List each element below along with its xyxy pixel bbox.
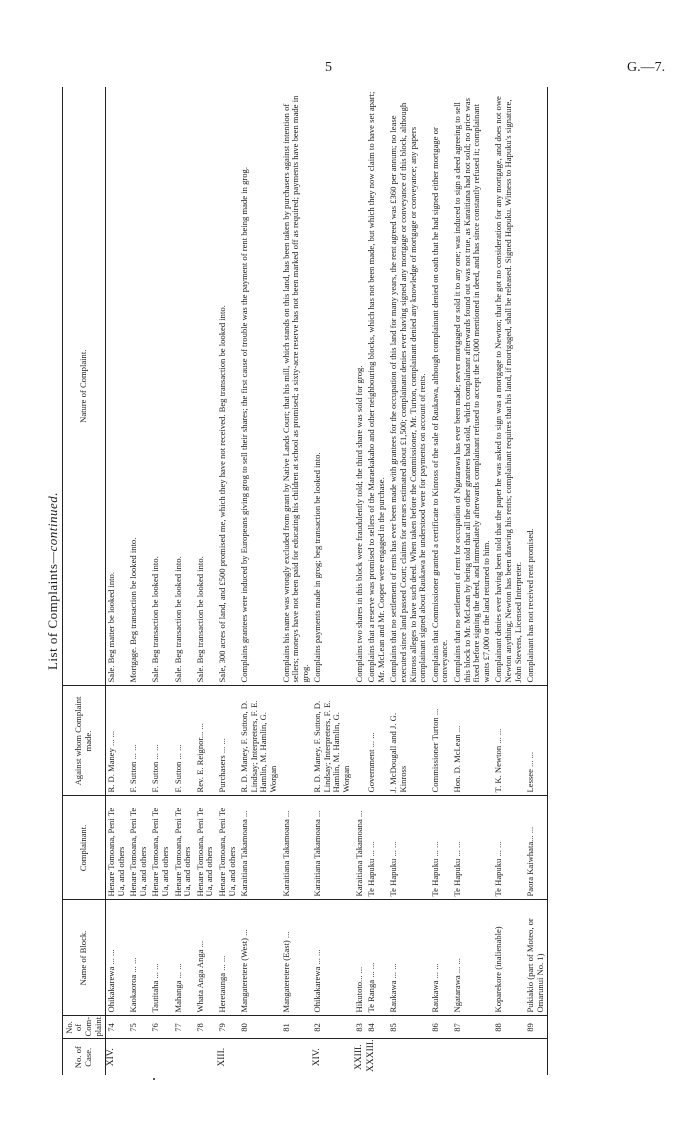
block-cell: Pukiakio (part of Moteo, or Omarunui No. 1): [525, 900, 548, 1016]
table-row: [452, 87, 493, 1075]
header-nature: Nature of Complaint.: [63, 87, 106, 686]
table-row: [128, 87, 150, 1075]
complainant-cell: Henare Tomoana, Peni Te Ua, and others: [128, 796, 150, 900]
title-continued: —continued.: [45, 491, 60, 564]
block-cell: Raukawa ... ...: [430, 900, 452, 1016]
nature-cell: Complainant has not received rent promised.: [525, 87, 548, 686]
table-row: [525, 87, 548, 1075]
block-cell: Heretaunga ... ...: [217, 900, 239, 1016]
complaint-no-cell: 81: [281, 1016, 313, 1039]
block-cell: Ngatarawa ... ...: [452, 900, 493, 1016]
landscape-content: [45, 87, 675, 1075]
against-cell: R. D. Maney, F. Sutton, D. Lindsay; Interpreters, F. E. Hamlin, M. Hamlin, G. Worgan: [239, 686, 280, 796]
complaint-no-cell: 78: [195, 1016, 217, 1039]
table-row: [106, 87, 129, 1075]
block-cell: Kaokaoroa ... ...: [128, 900, 150, 1016]
block-cell: Whata Anga Anga ...: [195, 900, 217, 1016]
nature-cell: Complains grantees were induced by Europeans giving grog to sell their shares; the first cause of trouble was the payment of rent being made in grog.: [239, 87, 280, 686]
case-cell: [150, 1039, 172, 1075]
block-cell: Ohikakarewa ... ...: [106, 900, 129, 1016]
nature-cell: Complains his name was wrongly excluded from grant by Native Lands Court; that his mill, which stands on this land, has been taken by purchasers against intention of sellers; moneys have not been paid for educating his children at school as promised; a sixty-acre reserve has not been marked off as required; payments have been made in grog.: [281, 87, 313, 686]
complaint-no-cell: 74: [106, 1016, 129, 1039]
nature-cell: Sale. Beg transaction be looked into.: [173, 87, 195, 686]
complainant-cell: Te Hapuku ... ...: [430, 796, 452, 900]
complainant-cell: Karaitiana Takamoana ...: [281, 796, 313, 900]
complainant-cell: Henare Tomoana, Peni Te Ua, and others: [106, 796, 129, 900]
case-cell: [430, 1039, 452, 1075]
block-cell: Ohikakarewa ... ...: [312, 900, 353, 1016]
complaint-no-cell: 75: [128, 1016, 150, 1039]
case-cell: XXXIII.: [366, 1039, 377, 1072]
nature-cell: Sale. Beg matter be looked into.: [106, 87, 129, 686]
nature-cell: Complains that no settlement of rent for occupation of Ngatarawa has ever been made; never mortgaged or sold it to any one; was induced to sign a deed agreeing to sell this block to Mr. McLean by being told that all the other grantees had sold, which complainant afterwards found out was not true, as Karaitiana had not sold; no price was fixed before signing the deed, and immediately afterwards complainant refused to accept the £3,000 mentioned in deed, and has since constantly refused it; complainant wants £7,000 or the land returned to him.: [452, 87, 493, 686]
complaint-no-cell: 89: [525, 1016, 548, 1039]
complaints-table: [62, 87, 548, 1075]
complaint-no-cell: 79: [217, 1016, 239, 1039]
complainant-cell: Henare Tomoana, Peni Te Ua, and others: [150, 796, 172, 900]
against-cell: R. D. Maney ... ...: [106, 686, 129, 796]
table-row: [150, 87, 172, 1075]
against-cell: F. Sutton ... ...: [173, 686, 195, 796]
against-cell: Lessee ... ...: [525, 686, 548, 796]
page-number: 5: [325, 60, 332, 75]
complainant-cell: Te Hapuku ... ...: [452, 796, 493, 900]
against-cell: Hon. D. McLean ...: [452, 686, 493, 796]
block-cell: Mangateretere (East) ...: [281, 900, 313, 1016]
table-row: [217, 87, 239, 1075]
case-cell: [173, 1039, 195, 1075]
document-title: [45, 87, 61, 1075]
table-row: [366, 87, 388, 1075]
complaint-no-cell: 87: [452, 1016, 493, 1039]
case-cell: [525, 1039, 548, 1075]
nature-cell: Complainant denies ever having been told that the paper he was asked to sign was a mortgage to Newton; that he got no consideration for any mortgage, and does not owe Newton anything; Newton has been drawing his rents; complainant requires that his land, if mortgaged, shall be released. Signed Hapuku. Witness to Hapuku's signature, John Stevens, Licensed Interpreter.: [493, 87, 525, 686]
against-cell: Government ... ...: [366, 686, 388, 796]
against-cell: Commissioner Turton ...: [430, 686, 452, 796]
table-row: [430, 87, 452, 1075]
table-row: [281, 87, 313, 1075]
nature-cell: Mortgage. Beg transaction be looked into.: [128, 87, 150, 686]
complainant-cell: Henare Tomoana, Peni Te Ua, and others: [195, 796, 217, 900]
case-cell: [281, 1039, 313, 1075]
case-cell: XXIII.: [353, 1044, 364, 1071]
complaint-no-cell: 83: [354, 1016, 367, 1039]
title-text: List of Complaints: [45, 563, 60, 671]
block-cell: Mangateretere (West) ...: [239, 900, 280, 1016]
table-row: [195, 87, 217, 1075]
nature-cell: Sale. Beg transaction be looked into.: [150, 87, 172, 686]
nature-cell: Complains that Commissioner granted a certificate to Kinross of the sale of Raukawa, although complainant denied on oath that he had signed either mortgage or conveyance.: [430, 87, 452, 686]
header-complainant: Complainant.: [63, 796, 106, 900]
complainant-cell: Karaitiana Takamoana ...: [312, 796, 353, 900]
nature-cell: Complains that no settlement of rents has ever been made with grantees for the occupation of this land for many years, the rent agreed was £360 per annum; no lease executed since land passed Court; claims for arrears estimated about £1,500; complainant denies ever having signed any mortgage or conveyance of this block, although Kinross alleges to have such deed. When taken before the Commissioner, Mr. Turton, complainant denied any knowledge of mortgage or conveyance; any papers complainant signed about Raukawa he understood were for payments on account of rents.: [388, 87, 429, 686]
complainant-cell: Te Hapuku ... ...: [388, 796, 429, 900]
complainant-cell: Karaitiana Takamoana ...: [239, 796, 280, 900]
table-row: [312, 87, 353, 1075]
header-case: No. of Case.: [63, 1039, 106, 1075]
against-cell: Purchasers ... ...: [217, 686, 239, 796]
complainant-cell: Henare Tomoana, Peni Te Ua, and others: [217, 796, 239, 900]
table-row: [173, 87, 195, 1075]
against-cell: F. Sutton ... ...: [150, 686, 172, 796]
table-row: [493, 87, 525, 1075]
complainant-cell: Paora Kaiwhata... ...: [525, 796, 548, 900]
case-cell: XIII.: [216, 1047, 227, 1067]
table-row: [354, 87, 367, 1075]
case-cell: [239, 1039, 280, 1075]
nature-cell: Sale, 300 acres of land, and £500 promised me, which they have not received. Beg transaction be looked into.: [217, 87, 239, 686]
block-cell: Te Ranga ... ...: [366, 900, 388, 1016]
case-cell: [195, 1039, 217, 1075]
table-body: [106, 87, 548, 1075]
against-cell: F. Sutton ... ...: [128, 686, 150, 796]
header-complaint-no: No. of Com-plaint.: [63, 1016, 106, 1039]
against-cell: T. K. Newton ... ...: [493, 686, 525, 796]
case-cell: XIV.: [106, 1048, 116, 1067]
block-cell: Mahanga ... ...: [173, 900, 195, 1016]
case-cell: [452, 1039, 493, 1075]
complainant-cell: Te Hapuku ... ...: [366, 796, 388, 900]
complaint-no-cell: 76: [150, 1016, 172, 1039]
header-against: Against whom Complaint made.: [63, 686, 106, 796]
series-code: G.—7.: [627, 60, 666, 75]
case-cell: [128, 1039, 150, 1075]
against-cell: Rev. E. Reignor... ...: [195, 686, 217, 796]
rotated-sheet: [45, 87, 675, 1075]
table-row: [239, 87, 280, 1075]
nature-cell: Sale. Beg transaction be looked into.: [195, 87, 217, 686]
scan-speck: [153, 1078, 155, 1080]
complainant-cell: Henare Tomoana, Peni Te Ua, and others: [173, 796, 195, 900]
case-cell: [388, 1039, 429, 1075]
block-cell: Koparekore (inalienable): [493, 900, 525, 1016]
complaint-no-cell: 85: [388, 1016, 429, 1039]
case-cell: XIV.: [312, 1048, 323, 1067]
block-cell: Tautitaha ... ...: [150, 900, 172, 1016]
nature-cell: Complains payments made in grog; beg transaction be looked into.: [312, 87, 353, 686]
complaint-no-cell: 88: [493, 1016, 525, 1039]
against-cell: [281, 686, 313, 796]
complaint-no-cell: 77: [173, 1016, 195, 1039]
complaint-no-cell: 86: [430, 1016, 452, 1039]
table-header: [63, 87, 106, 1075]
against-cell: J. McDougall and J. G. Kinross: [388, 686, 429, 796]
nature-cell: Complains two shares in this block were fraudulently told; the third share was sold for grog.: [354, 87, 367, 686]
case-cell: [493, 1039, 525, 1075]
nature-cell: Complains that a reserve was promised to sellers of the Maraekakaho and other neighbouring blocks, which has not been made, but which they now claim to have set apart; Mr. McLean and Mr. Cooper were engaged in the purchase.: [366, 87, 388, 686]
complainant-cell: Karaitiana Takamoana ...: [354, 796, 367, 900]
complaint-no-cell: 84: [366, 1016, 388, 1039]
against-cell: R. D. Maney, F. Sutton, D. Lindsay; Interpreters, F. E. Hamlin, M. Hamlin, G. Worgan: [312, 686, 353, 796]
block-cell: Raukawa ... ...: [388, 900, 429, 1016]
block-cell: Hikutoto... ...: [354, 900, 367, 1016]
table-row: [388, 87, 429, 1075]
complainant-cell: Te Hapuku ... ...: [493, 796, 525, 900]
complaint-no-cell: 82: [312, 1016, 353, 1039]
complaint-no-cell: 80: [239, 1016, 280, 1039]
header-block: Name of Block.: [63, 900, 106, 1016]
against-cell: [354, 686, 367, 796]
